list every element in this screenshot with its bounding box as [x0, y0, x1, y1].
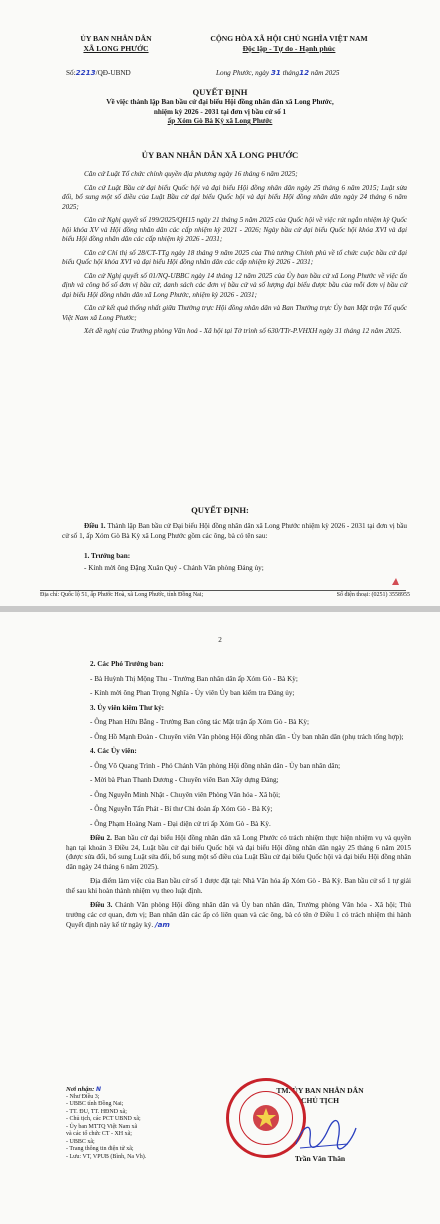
recipient-item: - Chủ tịch, các PCT UBND xã; — [66, 1116, 141, 1122]
recipient-item: - UBBC xã; — [66, 1138, 95, 1145]
doc-number-suffix: /QĐ-UBND — [95, 69, 131, 77]
legal-basis-item: Căn cứ Luật Bầu cử đại biểu Quốc hội và đại biểu Hội đồng nhân dân ngày 25 tháng 6 năm 2015; Luật sửa đổi, bổ sung một số điều của Luật Bầu cử đại biểu Quốc hội và đại biểu Hội đồng nhân dân ngày 24 tháng 6 năm 2025; — [62, 183, 407, 211]
article-2-location: Địa điểm làm việc của Ban bầu cử số 1 được đặt tại: Nhà Văn hóa ấp Xóm Gò - Bà Kỳ. Ban bầu cử số 1 tự giải thể sau khi hoàn thành nhiệm vụ theo luật định. — [66, 877, 411, 895]
recipient-item: - Ủy ban MTTQ Việt Nam xã — [66, 1123, 138, 1130]
section-1-item: - Kính mời ông Đặng Xuân Quý - Chánh Văn phòng Đảng ủy; — [84, 564, 264, 572]
section-4-title: 4. Các Ủy viên: — [90, 747, 137, 755]
handwritten-signature — [290, 1118, 360, 1152]
recipient-item: và các tổ chức CT - XH xã; — [66, 1131, 132, 1137]
document-page-2 — [0, 612, 440, 1224]
article-3 — [66, 901, 411, 931]
document-number — [66, 68, 186, 79]
section-2-item: - Kính mời ông Phan Trọng Nghĩa - Ủy viên Ủy ban kiểm tra Đảng ủy; — [90, 689, 295, 697]
article-1-label: Điều 1. — [84, 522, 106, 530]
section-1-title: 1. Trưởng ban: — [84, 552, 131, 560]
footer-phone: Số điện thoại: (0251) 3558955 — [336, 592, 410, 598]
footer-rule — [40, 590, 406, 591]
section-4-item: - Ông Phạm Hoàng Nam - Đại diện cử tri ấp Xóm Gò - Bà Kỳ. — [90, 819, 271, 828]
recipient-item: - TT. ĐU, TT. HĐND xã; — [66, 1108, 127, 1115]
document-date — [216, 68, 406, 79]
section-4-item: - Ông Võ Quang Trình - Phó Chánh Văn phòng Hội đồng nhân dân - Ủy ban nhân dân; — [90, 761, 341, 770]
issuer-line2: XÃ LONG PHƯỚC — [83, 43, 149, 53]
date-month-handwritten: 12 — [299, 68, 310, 77]
section-3-item: - Ông Phan Hữu Bằng - Trưởng Ban công tác Mặt trận ấp Xóm Gò - Bà Kỳ; — [90, 718, 310, 726]
date-day-handwritten: 31 — [270, 68, 281, 77]
national-motto-block — [180, 34, 398, 53]
subject-line-3: ấp Xóm Gò Bà Kỳ xã Long Phước — [167, 117, 273, 125]
recipient-item: - Trang thông tin điện tử xã; — [66, 1146, 134, 1152]
decision-heading: QUYẾT ĐỊNH: — [191, 505, 249, 515]
legal-basis-item: Căn cứ Luật Tổ chức chính quyền địa phương ngày 16 tháng 6 năm 2025; — [84, 170, 298, 178]
issuing-authority: ỦY BAN NHÂN DÂN XÃ LONG PHƯỚC — [141, 150, 299, 160]
star-emblem-icon — [251, 1103, 281, 1133]
signature-org: TM. ỦY BAN NHÂN DÂN — [276, 1086, 364, 1095]
section-4-item: - Ông Nguyễn Tấn Phát - Bí thư Chi đoàn ấp Xóm Gò - Bà Kỳ; — [90, 805, 273, 813]
section-4-item: - Ông Nguyễn Minh Nhật - Chuyên viên Phòng Văn hóa - Xã hội; — [90, 790, 281, 799]
signer-name: Trần Văn Thân — [294, 1154, 346, 1163]
subject-line-1: Về việc thành lập Ban bầu cử đại biểu Hội đồng nhân dân xã Long Phước, — [106, 98, 334, 106]
legal-basis-item: Căn cứ Chỉ thị số 28/CT-TTg ngày 18 tháng 9 năm 2025 của Thủ tướng Chính phủ về tổ chức cuộc bầu cử đại biểu Quốc hội khóa XVI và đại biểu Hội đồng nhân dân các cấp nhiệm kỳ 2026 - 2031; — [62, 248, 407, 266]
issuer-line1: ỦY BAN NHÂN DÂN — [80, 34, 152, 43]
doc-number-handwritten: 2213 — [75, 68, 96, 77]
legal-basis-item: Xét đề nghị của Trưởng phòng Văn hoá - Xã hội tại Tờ trình số 630/TTr-P.VHXH ngày 31 tháng 12 năm 2025. — [84, 327, 402, 335]
national-motto: Độc lập - Tự do - Hạnh phúc — [242, 43, 336, 53]
article-2 — [66, 834, 411, 872]
section-4-item: - Mời bà Phan Thanh Dương - Chuyên viên Ban Xây dựng Đảng; — [90, 776, 279, 784]
national-title: CỘNG HÒA XÃ HỘI CHỦ NGHĨA VIỆT NAM — [210, 34, 368, 43]
article-3-label: Điều 3. — [90, 901, 113, 909]
legal-basis-item: Căn cứ kết quả thống nhất giữa Thường trực Hội đồng nhân dân và Ban Thường trực Ủy ban Mặt trận Tổ quốc Việt Nam xã Long Phước; — [62, 304, 407, 322]
legal-bases — [62, 170, 407, 337]
recipient-item: - Như Điều 3; — [66, 1093, 100, 1100]
issuer-block — [60, 34, 172, 53]
article-2-text: Ban bầu cử đại biểu Hội đồng nhân dân xã Long Phước có trách nhiệm thực hiện nhiệm vụ và quyền hạn tại khoản 3 Điều 24, Luật bầu cử đại biểu Quốc hội và đại biểu Hội đồng nhân dân ngày 25 tháng 6 năm 2015 (được sửa đổi, bổ sung Luật sửa đổi, bổ sung một số điều của Luật Bầu cử đại biểu Quốc hội và đại biểu Hội đồng nhân dân ngày 24 tháng 6 năm 2025). — [66, 834, 411, 871]
date-month-label: tháng — [282, 69, 300, 77]
doc-number-prefix: Số: — [66, 69, 76, 77]
footer-address: Địa chỉ: Quốc lộ 51, ấp Phước Hoà, xã Long Phước, tỉnh Đồng Nai; — [40, 592, 204, 598]
subject-line-2: nhiệm kỳ 2026 - 2031 tại đơn vị bầu cử số 1 — [153, 107, 287, 116]
document-subject — [20, 98, 420, 127]
recipients-title-text: Nơi nhận: — [66, 1086, 95, 1093]
section-3-title: 3. Ủy viên kiêm Thư ký: — [90, 703, 165, 712]
recipient-item: - UBBC tỉnh Đồng Nai; — [66, 1101, 124, 1107]
article-3-text: Chánh Văn phòng Hội đồng nhân dân và Ủy ban nhân dân, Trưởng phòng Văn hóa - Xã hội; Thủ trưởng các cơ quan, đơn vị; Ban nhân dân các ấp có liên quan và các ông, bà có tên ở Điều 1 có trách nhiệm thi hành Quyết định này kể từ ngày ký. — [66, 901, 412, 929]
legal-basis-item: Căn cứ Nghị quyết số 01/NQ-UBBC ngày 14 tháng 12 năm 2025 của Ủy ban bầu cử xã Long Phước về việc ấn định và công bố số đơn vị bầu cử, danh sách các đơn vị bầu cử và số lượng đại biểu được bầu của mỗi đơn vị bầu cử đại biểu Hội đồng nhân dân xã Long Phước, nhiệm kỳ 2026 - 2031; — [62, 271, 407, 299]
document-title: QUYẾT ĐỊNH — [192, 87, 248, 97]
page-2-body — [66, 660, 411, 931]
legal-basis-item: Căn cứ Nghị quyết số 199/2025/QH15 ngày 21 tháng 5 năm 2025 của Quốc hội về việc rút ngắn nhiệm kỳ Quốc hội khóa XV và Hội đồng nhân dân các cấp nhiệm kỳ 2021 - 2026; Ngày bầu cử đại biểu Quốc hội khóa XVI và đại biểu Hội đồng nhân dân các cấp nhiệm kỳ 2026 - 2031; — [62, 216, 407, 243]
section-3-item: - Ông Hồ Mạnh Đoàn - Chuyên viên Văn phòng Hội đồng nhân dân - Ủy ban nhân dân (phụ trách tổng hợp); — [90, 732, 404, 741]
red-ink-mark — [390, 574, 402, 584]
article-3-handwritten-mark: /am — [154, 920, 170, 929]
section-2-item: - Bà Huỳnh Thị Mộng Thu - Trưởng Ban nhân dân ấp Xóm Gò - Bà Kỳ; — [90, 674, 298, 683]
recipients-title: Nơi nhận: N — [66, 1086, 101, 1093]
recipient-item: - Lưu: VT, VPUB (Bình, Na Vh). — [66, 1153, 147, 1160]
article-2-label: Điều 2. — [90, 834, 112, 842]
article-1 — [62, 522, 407, 541]
date-year: năm 2025 — [310, 69, 340, 77]
date-prefix: Long Phước, ngày — [216, 69, 270, 77]
recipients-block — [66, 1086, 206, 1161]
section-2-title: 2. Các Phó Trưởng ban: — [90, 660, 164, 668]
page-number: 2 — [218, 636, 222, 644]
signature-title: CHỦ TỊCH — [300, 1095, 340, 1105]
article-1-text: Thành lập Ban bầu cử Đại biểu Hội đồng nhân dân xã Long Phước nhiệm kỳ 2026 - 2031 tại đơn vị bầu cử số 1, ấp Xóm Gò Bà Kỳ xã Long Phước gồm các ông, bà có tên sau: — [62, 522, 408, 540]
